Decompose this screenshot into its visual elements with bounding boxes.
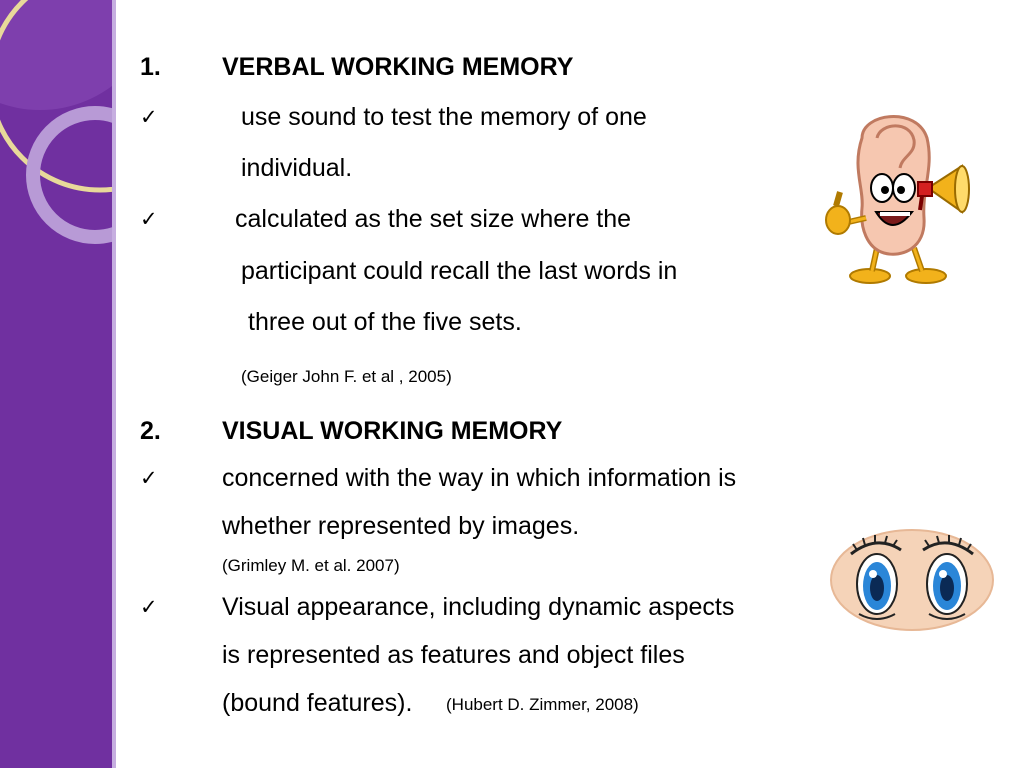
sidebar-edge bbox=[112, 0, 116, 768]
cartoon-eyes-icon bbox=[829, 528, 995, 632]
section1-number: 1. bbox=[140, 53, 161, 81]
section1-bullet2-line3: three out of the five sets. bbox=[248, 308, 522, 336]
section2-bullet1-line2: whether represented by images. bbox=[222, 512, 580, 540]
section1-bullet1-line2: individual. bbox=[241, 154, 353, 182]
checkmark-icon: ✓ bbox=[140, 595, 158, 619]
circle-ornament-icon bbox=[0, 0, 112, 768]
section2-bullet2-line3: (bound features). bbox=[222, 689, 413, 717]
section2-bullet2-line1: Visual appearance, including dynamic aspects bbox=[222, 593, 735, 621]
section2-citation1: (Grimley M. et al. 2007) bbox=[222, 556, 400, 575]
section2-citation2: (Hubert D. Zimmer, 2008) bbox=[446, 695, 639, 714]
section2-bullet1-line1: concerned with the way in which information is bbox=[222, 464, 737, 492]
ear-with-megaphone-icon bbox=[822, 108, 974, 288]
checkmark-icon: ✓ bbox=[140, 466, 158, 490]
checkmark-icon: ✓ bbox=[140, 207, 158, 231]
section1-citation: (Geiger John F. et al , 2005) bbox=[241, 367, 452, 386]
section2-heading: VISUAL WORKING MEMORY bbox=[222, 417, 563, 445]
sidebar-decoration bbox=[0, 0, 112, 768]
checkmark-icon: ✓ bbox=[140, 105, 158, 129]
section1-bullet2-line1: calculated as the set size where the bbox=[235, 205, 632, 233]
section2-bullet2-line2: is represented as features and object files bbox=[222, 641, 685, 669]
section2-number: 2. bbox=[140, 417, 161, 445]
section1-bullet1-line1: use sound to test the memory of one bbox=[241, 103, 647, 131]
section1-bullet2-line2: participant could recall the last words in bbox=[241, 257, 678, 285]
section1-heading: VERBAL WORKING MEMORY bbox=[222, 53, 574, 81]
